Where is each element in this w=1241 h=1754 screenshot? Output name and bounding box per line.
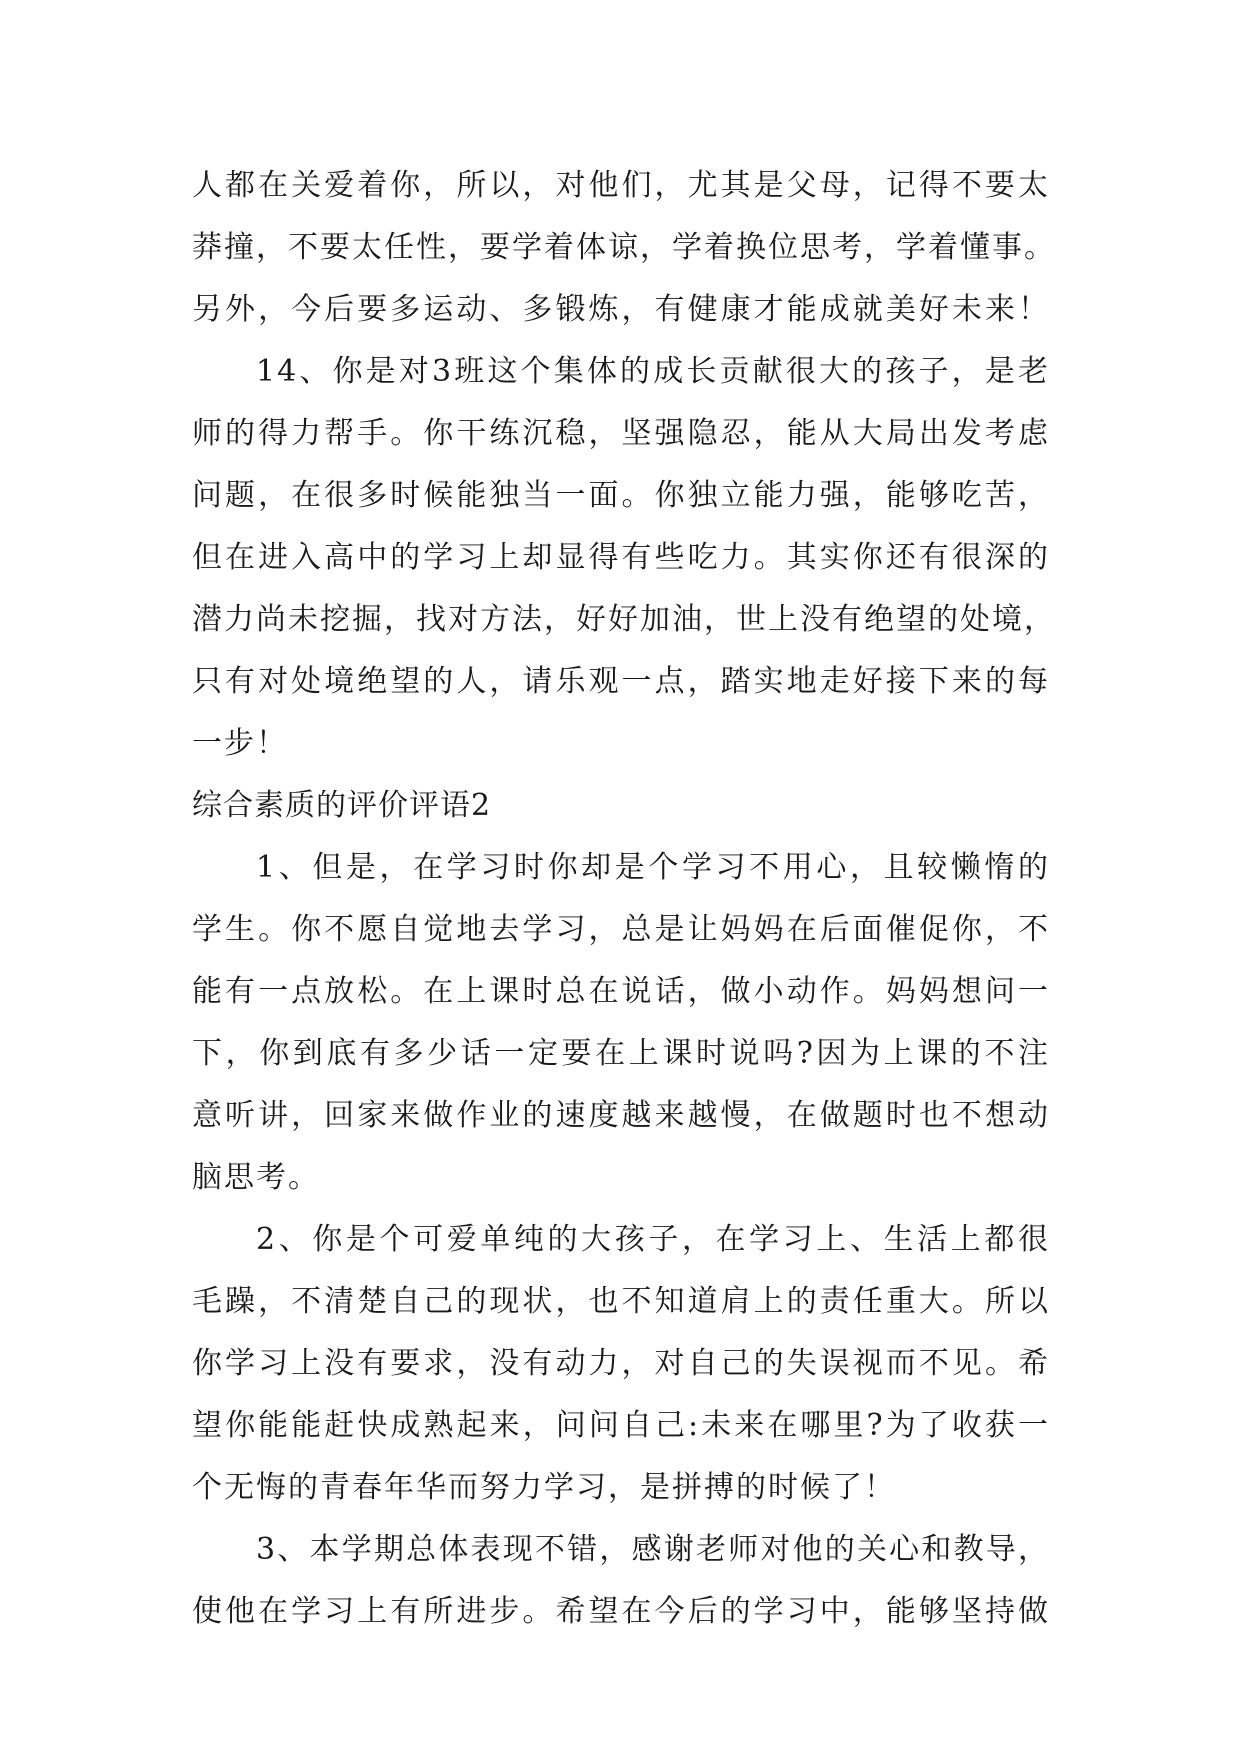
text-line: 使他在学习上有所进步。希望在今后的学习中，能够坚持做: [192, 1594, 1050, 1629]
text-line: 莽撞，不要太任性，要学着体谅，学着换位思考，学着懂事。: [192, 230, 1056, 265]
text-line-last: 脑思考。: [192, 1160, 320, 1195]
text-line: 但在进入高中的学习上却显得有些吃力。其实你还有很深的: [192, 540, 1050, 575]
text-line-last: 一步！: [192, 726, 288, 761]
paragraph-start-line: 14、你是对3班这个集体的成长贡献很大的孩子，是老: [256, 354, 1050, 389]
text-line: 望你能能赶快成熟起来，问问自己:未来在哪里?为了收获一: [192, 1408, 1050, 1443]
text-line: 师的得力帮手。你干练沉稳，坚强隐忍，能从大局出发考虑: [192, 416, 1050, 451]
text-line: 人都在关爱着你，所以，对他们，尤其是父母，记得不要太: [192, 168, 1050, 203]
text-line: 另外，今后要多运动、多锻炼，有健康才能成就美好未来！: [192, 292, 1050, 327]
section-heading: 综合素质的评价评语2: [192, 788, 492, 823]
text-line-last: 个无悔的青春年华而努力学习，是拼搏的时候了！: [192, 1470, 896, 1505]
paragraph-start-line: 2、你是个可爱单纯的大孩子，在学习上、生活上都很: [256, 1222, 1050, 1257]
text-line: 只有对处境绝望的人，请乐观一点，踏实地走好接下来的每: [192, 664, 1050, 699]
text-line: 毛躁，不清楚自己的现状，也不知道肩上的责任重大。所以: [192, 1284, 1050, 1319]
text-line: 下，你到底有多少话一定要在上课时说吗?因为上课的不注: [192, 1036, 1050, 1071]
text-line: 意听讲，回家来做作业的速度越来越慢，在做题时也不想动: [192, 1098, 1050, 1133]
document-body: [192, 155, 1056, 1643]
text-line: 学生。你不愿自觉地去学习，总是让妈妈在后面催促你，不: [192, 912, 1050, 947]
paragraph-start-line: 3、本学期总体表现不错，感谢老师对他的关心和教导，: [256, 1532, 1050, 1567]
text-line: 你学习上没有要求，没有动力，对自己的失误视而不见。希: [192, 1346, 1050, 1381]
text-line: 潜力尚未挖掘，找对方法，好好加油，世上没有绝望的处境，: [192, 602, 1056, 637]
text-line: 问题，在很多时候能独当一面。你独立能力强，能够吃苦，: [192, 478, 1050, 513]
text-line: 能有一点放松。在上课时总在说话，做小动作。妈妈想问一: [192, 974, 1050, 1009]
paragraph-start-line: 1、但是，在学习时你却是个学习不用心，且较懒惰的: [256, 850, 1050, 885]
